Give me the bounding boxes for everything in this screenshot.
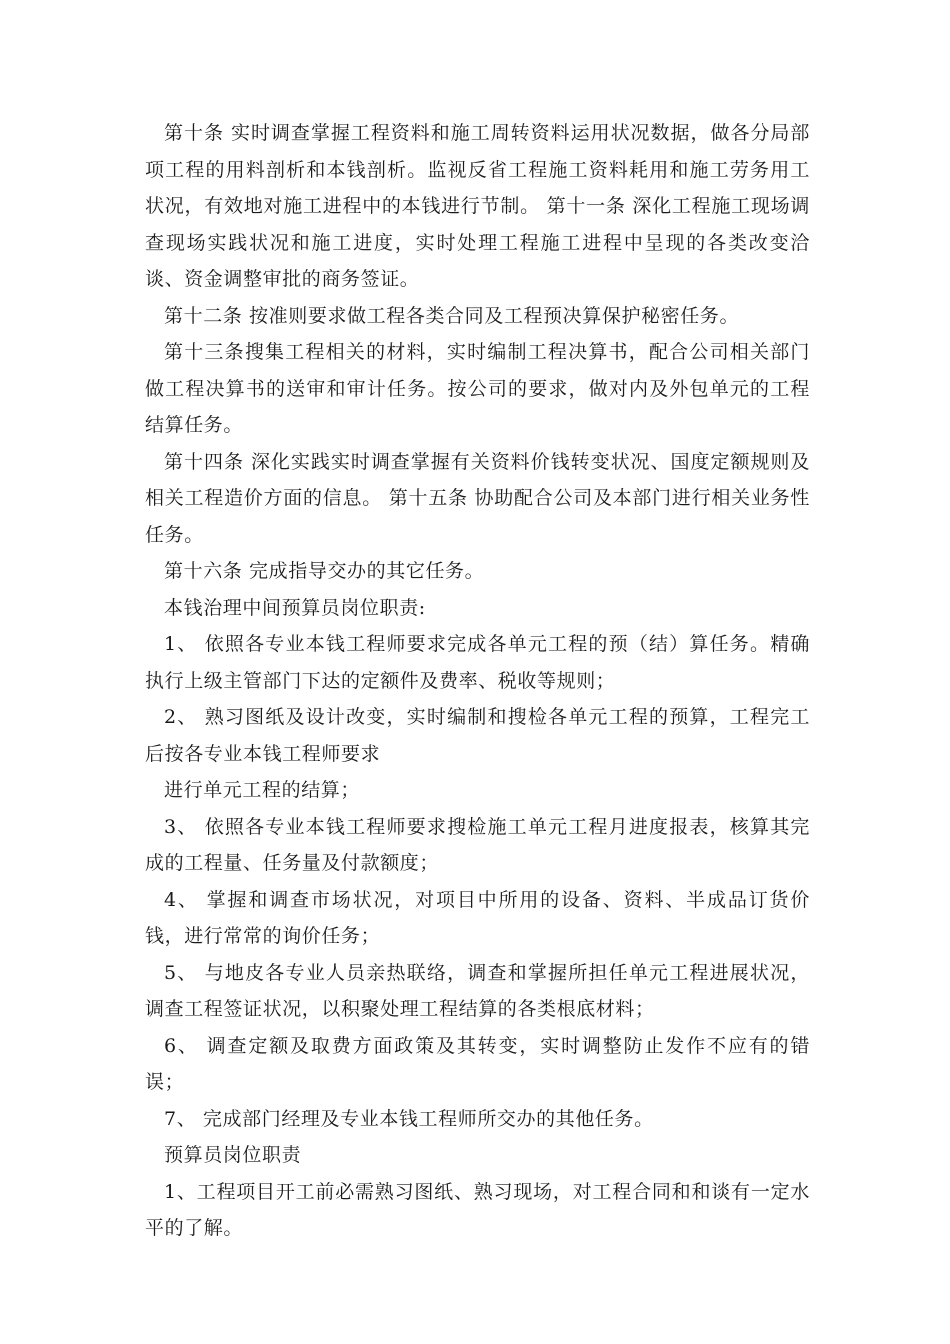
paragraph-article-13: 第十三条搜集工程相关的材料，实时编制工程决算书，配合公司相关部门做工程决算书的送审和审计任务。按公司的要求，做对内及外包单元的工程结算任务。 xyxy=(145,341,810,436)
paragraph-article-10-11: 第十条 实时调查掌握工程资料和施工周转资料运用状况数据，做各分局部项工程的用料剖析和本钱剖析。监视反省工程施工资料耗用和施工劳务用工状况，有效地对施工进程中的本钱进行节制。 第十一条 深化工程施工现场调查现场实践状况和施工进度，实时处理工程施工进程中呈现的各类改变洽谈、资金调整审批的商务签证。 xyxy=(145,122,810,290)
list-item-3: 3、 依照各专业本钱工程师要求搜检施工单元工程月进度报表，核算其完成的工程量、任务量及付款额度； xyxy=(145,815,810,874)
document-body xyxy=(145,115,810,1247)
list-item-7: 7、 完成部门经理及专业本钱工程师所交办的其他任务。 xyxy=(164,1107,654,1130)
estimator-list-item-1: 1、工程项目开工前必需熟习图纸、熟习现场，对工程合同和和谈有一定水平的了解。 xyxy=(145,1180,810,1239)
list-item-1: 1、 依照各专业本钱工程师要求完成各单元工程的预（结）算任务。精确执行上级主管部门下达的定额件及费率、税收等规则； xyxy=(145,633,810,692)
list-item-5: 5、 与地皮各专业人员亲热联络，调查和掌握所担任单元工程进展状况，调查工程签证状况，以积聚处理工程结算的各类根底材料； xyxy=(145,961,810,1020)
section-heading-budget-duties: 本钱治理中间预算员岗位职责: xyxy=(164,596,426,619)
list-item-4: 4、 掌握和调查市场状况，对项目中所用的设备、资料、半成品订货价钱，进行常常的询价任务； xyxy=(145,888,810,947)
list-item-6: 6、 调查定额及取费方面政策及其转变，实时调整防止发作不应有的错误； xyxy=(145,1034,810,1093)
list-item-2: 2、 熟习图纸及设计改变，实时编制和搜检各单元工程的预算，工程完工后按各专业本钱工程师要求 xyxy=(145,706,810,765)
paragraph-article-14-15: 第十四条 深化实践实时调查掌握有关资料价钱转变状况、国度定额规则及相关工程造价方面的信息。 第十五条 协助配合公司及本部门进行相关业务性任务。 xyxy=(145,450,810,546)
list-item-2-continued: 进行单元工程的结算； xyxy=(164,779,361,801)
paragraph-article-12: 第十二条 按准则要求做工程各类合同及工程预决算保护秘密任务。 xyxy=(164,304,740,327)
section-heading-estimator-duties: 预算员岗位职责 xyxy=(164,1144,302,1166)
paragraph-article-16: 第十六条 完成指导交办的其它任务。 xyxy=(164,560,485,582)
